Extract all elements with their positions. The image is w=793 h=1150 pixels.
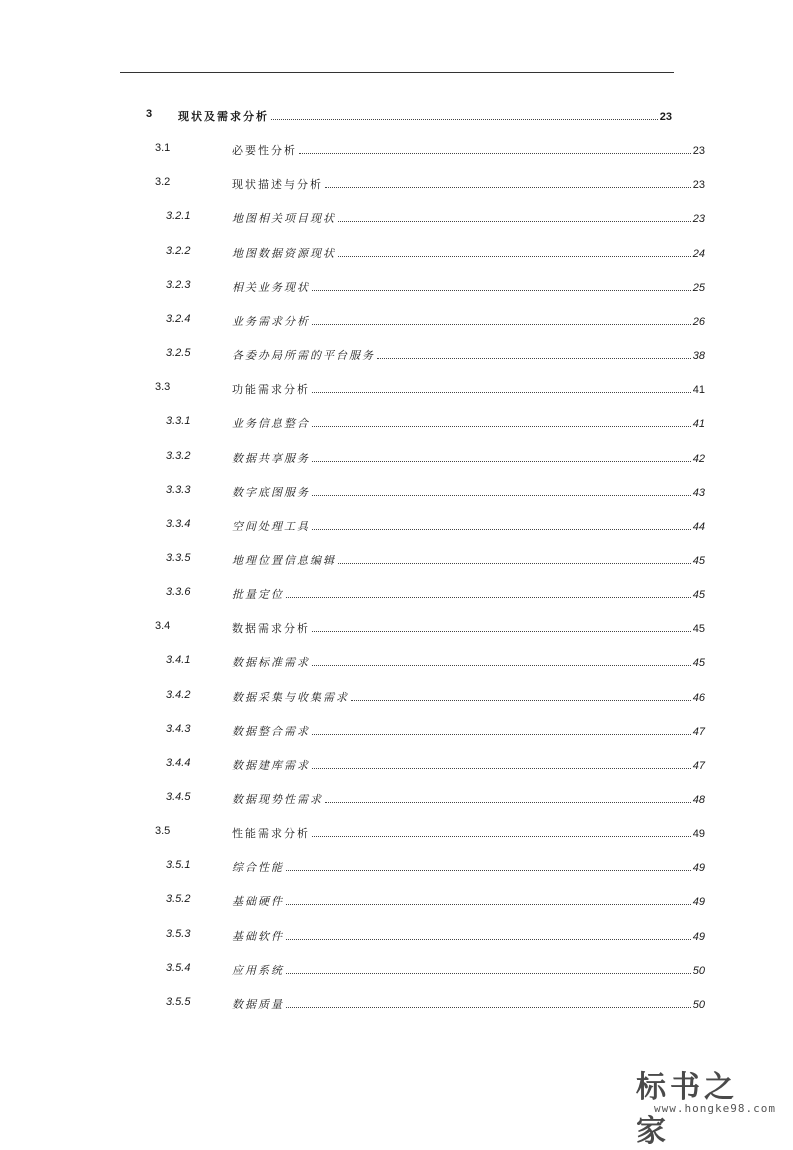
toc-leader-dots [351, 692, 691, 701]
toc-entry-page: 45 [692, 623, 705, 636]
toc-leader-dots [325, 794, 691, 803]
toc-leader-dots [338, 248, 691, 257]
toc-entry-page: 47 [692, 759, 705, 772]
toc-entry-page: 45 [692, 657, 705, 670]
toc-leader-dots [312, 487, 691, 496]
toc-entry-page: 23 [692, 145, 705, 158]
toc-entry-title: 数据共享服务 [232, 451, 310, 465]
toc-entry[interactable] [0, 996, 793, 1016]
toc-leader-dots [338, 213, 691, 222]
toc-entry[interactable] [0, 689, 793, 709]
toc-entry-number: 3 [146, 108, 153, 120]
watermark-url: www.hongke98.com [654, 1102, 776, 1115]
toc-leader-dots [286, 862, 691, 871]
toc-leader-dots [312, 453, 691, 462]
toc-leader-dots [312, 282, 691, 291]
toc-entry[interactable] [0, 620, 793, 640]
toc-leader-dots [338, 555, 691, 564]
toc-entry-title: 综合性能 [232, 861, 284, 875]
toc-entry-number: 3.5.2 [166, 893, 191, 906]
toc-entry-number: 3.5.4 [166, 961, 191, 974]
toc-entry-page: 44 [692, 520, 705, 533]
toc-entry-number: 3.4 [155, 620, 171, 633]
toc-entry[interactable] [0, 415, 793, 435]
toc-entry-title: 地理位置信息编辑 [232, 553, 336, 567]
toc-entry-page: 43 [692, 486, 705, 499]
toc-entry[interactable] [0, 928, 793, 948]
toc-entry-number: 3.3.2 [166, 449, 191, 462]
toc-leader-dots [325, 179, 691, 188]
toc-entry-page: 49 [692, 930, 705, 943]
toc-entry-page: 45 [692, 589, 705, 602]
toc-entry-page: 49 [692, 896, 705, 909]
toc-entry-number: 3.4.2 [166, 688, 191, 701]
toc-entry-title: 地图相关项目现状 [232, 212, 336, 226]
toc-entry[interactable] [0, 450, 793, 470]
toc-leader-dots [312, 418, 691, 427]
toc-entry-number: 3.2.5 [166, 347, 191, 360]
toc-entry-title: 数据现势性需求 [232, 793, 323, 806]
toc-entry[interactable] [0, 313, 793, 333]
toc-leader-dots [312, 657, 691, 666]
toc-entry-title: 数据需求分析 [232, 622, 310, 636]
toc-entry-title: 数据标准需求 [232, 656, 310, 670]
toc-entry-page: 23 [659, 111, 672, 123]
toc-leader-dots [286, 896, 691, 905]
toc-entry-title: 地图数据资源现状 [232, 246, 336, 260]
toc-leader-dots [312, 384, 691, 393]
toc-entry-page: 47 [692, 725, 705, 738]
toc-entry[interactable] [0, 279, 793, 299]
toc-entry-number: 3.3.3 [166, 483, 191, 496]
toc-entry[interactable] [0, 757, 793, 777]
toc-leader-dots [312, 726, 691, 735]
toc-leader-dots [312, 828, 691, 837]
toc-entry[interactable] [0, 381, 793, 401]
toc-entry[interactable] [0, 586, 793, 606]
toc-entry-title: 业务信息整合 [232, 417, 310, 431]
toc-leader-dots [312, 623, 691, 632]
toc-leader-dots [312, 316, 691, 325]
toc-entry-title: 基础硬件 [232, 895, 284, 909]
toc-entry-title: 数据质量 [232, 997, 284, 1011]
toc-entry-title: 数据建库需求 [232, 758, 310, 772]
toc-leader-dots [312, 521, 691, 530]
toc-entry-page: 23 [692, 179, 705, 192]
toc-entry-title: 各委办局所需的平台服务 [232, 349, 375, 363]
toc-entry[interactable] [0, 347, 793, 367]
toc-entry-page: 50 [692, 964, 705, 977]
toc-leader-dots [286, 931, 691, 940]
toc-entry[interactable] [0, 654, 793, 674]
toc-entry-number: 3.3.5 [166, 551, 191, 564]
toc-entry-title: 批量定位 [232, 588, 284, 602]
toc-entry-title: 空间处理工具 [232, 519, 310, 533]
toc-entry[interactable] [0, 176, 793, 196]
toc-entry[interactable] [0, 825, 793, 845]
toc-leader-dots [286, 589, 691, 598]
toc-entry-page: 49 [692, 828, 705, 841]
toc-entry-title: 功能需求分析 [232, 383, 310, 397]
toc-entry-title: 业务需求分析 [232, 314, 310, 328]
toc-entry[interactable] [0, 142, 793, 162]
toc-entry-title: 基础软件 [232, 929, 284, 943]
toc-entry-title: 数据采集与收集需求 [232, 690, 349, 704]
toc-entry[interactable] [0, 484, 793, 504]
toc-entry[interactable] [0, 108, 793, 128]
toc-entry-page: 45 [692, 554, 705, 567]
toc-entry-page: 25 [692, 281, 705, 294]
toc-entry-page: 38 [692, 350, 705, 363]
toc-entry[interactable] [0, 552, 793, 572]
toc-entry-number: 3.5.3 [166, 927, 191, 940]
toc-entry-number: 3.2.4 [166, 312, 191, 325]
toc-entry-page: 42 [692, 452, 705, 465]
toc-leader-dots [377, 350, 691, 359]
toc-entry[interactable] [0, 210, 793, 230]
toc-leader-dots [312, 760, 691, 769]
toc-leader-dots [286, 999, 691, 1008]
toc-entry-number: 3.4.4 [166, 756, 191, 769]
toc-entry[interactable] [0, 245, 793, 265]
toc-leader-dots [299, 145, 691, 154]
header-rule [120, 72, 674, 73]
toc-entry-title: 现状及需求分析 [178, 110, 269, 123]
toc-entry-title: 应用系统 [232, 963, 284, 977]
toc-entry-page: 41 [692, 418, 705, 431]
toc-entry[interactable] [0, 791, 793, 811]
toc-entry-title: 数据整合需求 [232, 724, 310, 738]
toc-entry-page: 23 [692, 213, 705, 226]
toc-entry-title: 必要性分析 [232, 144, 297, 158]
toc-entry-page: 48 [692, 794, 705, 806]
toc-entry-number: 3.5.1 [166, 859, 191, 872]
toc-entry-number: 3.5.5 [166, 995, 191, 1008]
toc-entry-number: 3.2 [155, 176, 171, 189]
toc-entry-number: 3.5 [155, 825, 171, 838]
toc-entry-number: 3.2.3 [166, 278, 191, 291]
toc-entry-page: 41 [692, 384, 705, 397]
toc-leader-dots [271, 111, 658, 120]
toc-entry-number: 3.2.1 [166, 210, 191, 223]
toc-entry-number: 3.4.5 [166, 791, 191, 803]
toc-entry[interactable] [0, 962, 793, 982]
toc-entry[interactable] [0, 723, 793, 743]
toc-entry-title: 数字底图服务 [232, 485, 310, 499]
toc-entry-page: 50 [692, 998, 705, 1011]
toc-entry-number: 3.3 [155, 381, 171, 394]
toc-entry-number: 3.3.6 [166, 586, 191, 599]
watermark-logo [636, 1062, 786, 1149]
toc-entry[interactable] [0, 893, 793, 913]
toc-entry-page: 24 [692, 247, 705, 260]
toc-entry[interactable] [0, 518, 793, 538]
toc-entry-title: 相关业务现状 [232, 280, 310, 294]
toc-entry-number: 3.4.3 [166, 722, 191, 735]
toc-entry-title: 现状描述与分析 [232, 178, 323, 192]
toc-entry-number: 3.3.4 [166, 517, 191, 530]
toc-entry-page: 49 [692, 862, 705, 875]
toc-entry-title: 性能需求分析 [232, 827, 310, 841]
watermark-title: 标书之家 [636, 1070, 738, 1149]
toc-entry-number: 3.2.2 [166, 244, 191, 257]
toc-leader-dots [286, 965, 691, 974]
toc-entry-number: 3.4.1 [166, 654, 191, 667]
toc-entry-page: 46 [692, 691, 705, 704]
toc-entry-number: 3.3.1 [166, 415, 191, 428]
toc-entry[interactable] [0, 859, 793, 879]
toc-entry-number: 3.1 [155, 142, 171, 155]
toc-entry-page: 26 [692, 315, 705, 328]
